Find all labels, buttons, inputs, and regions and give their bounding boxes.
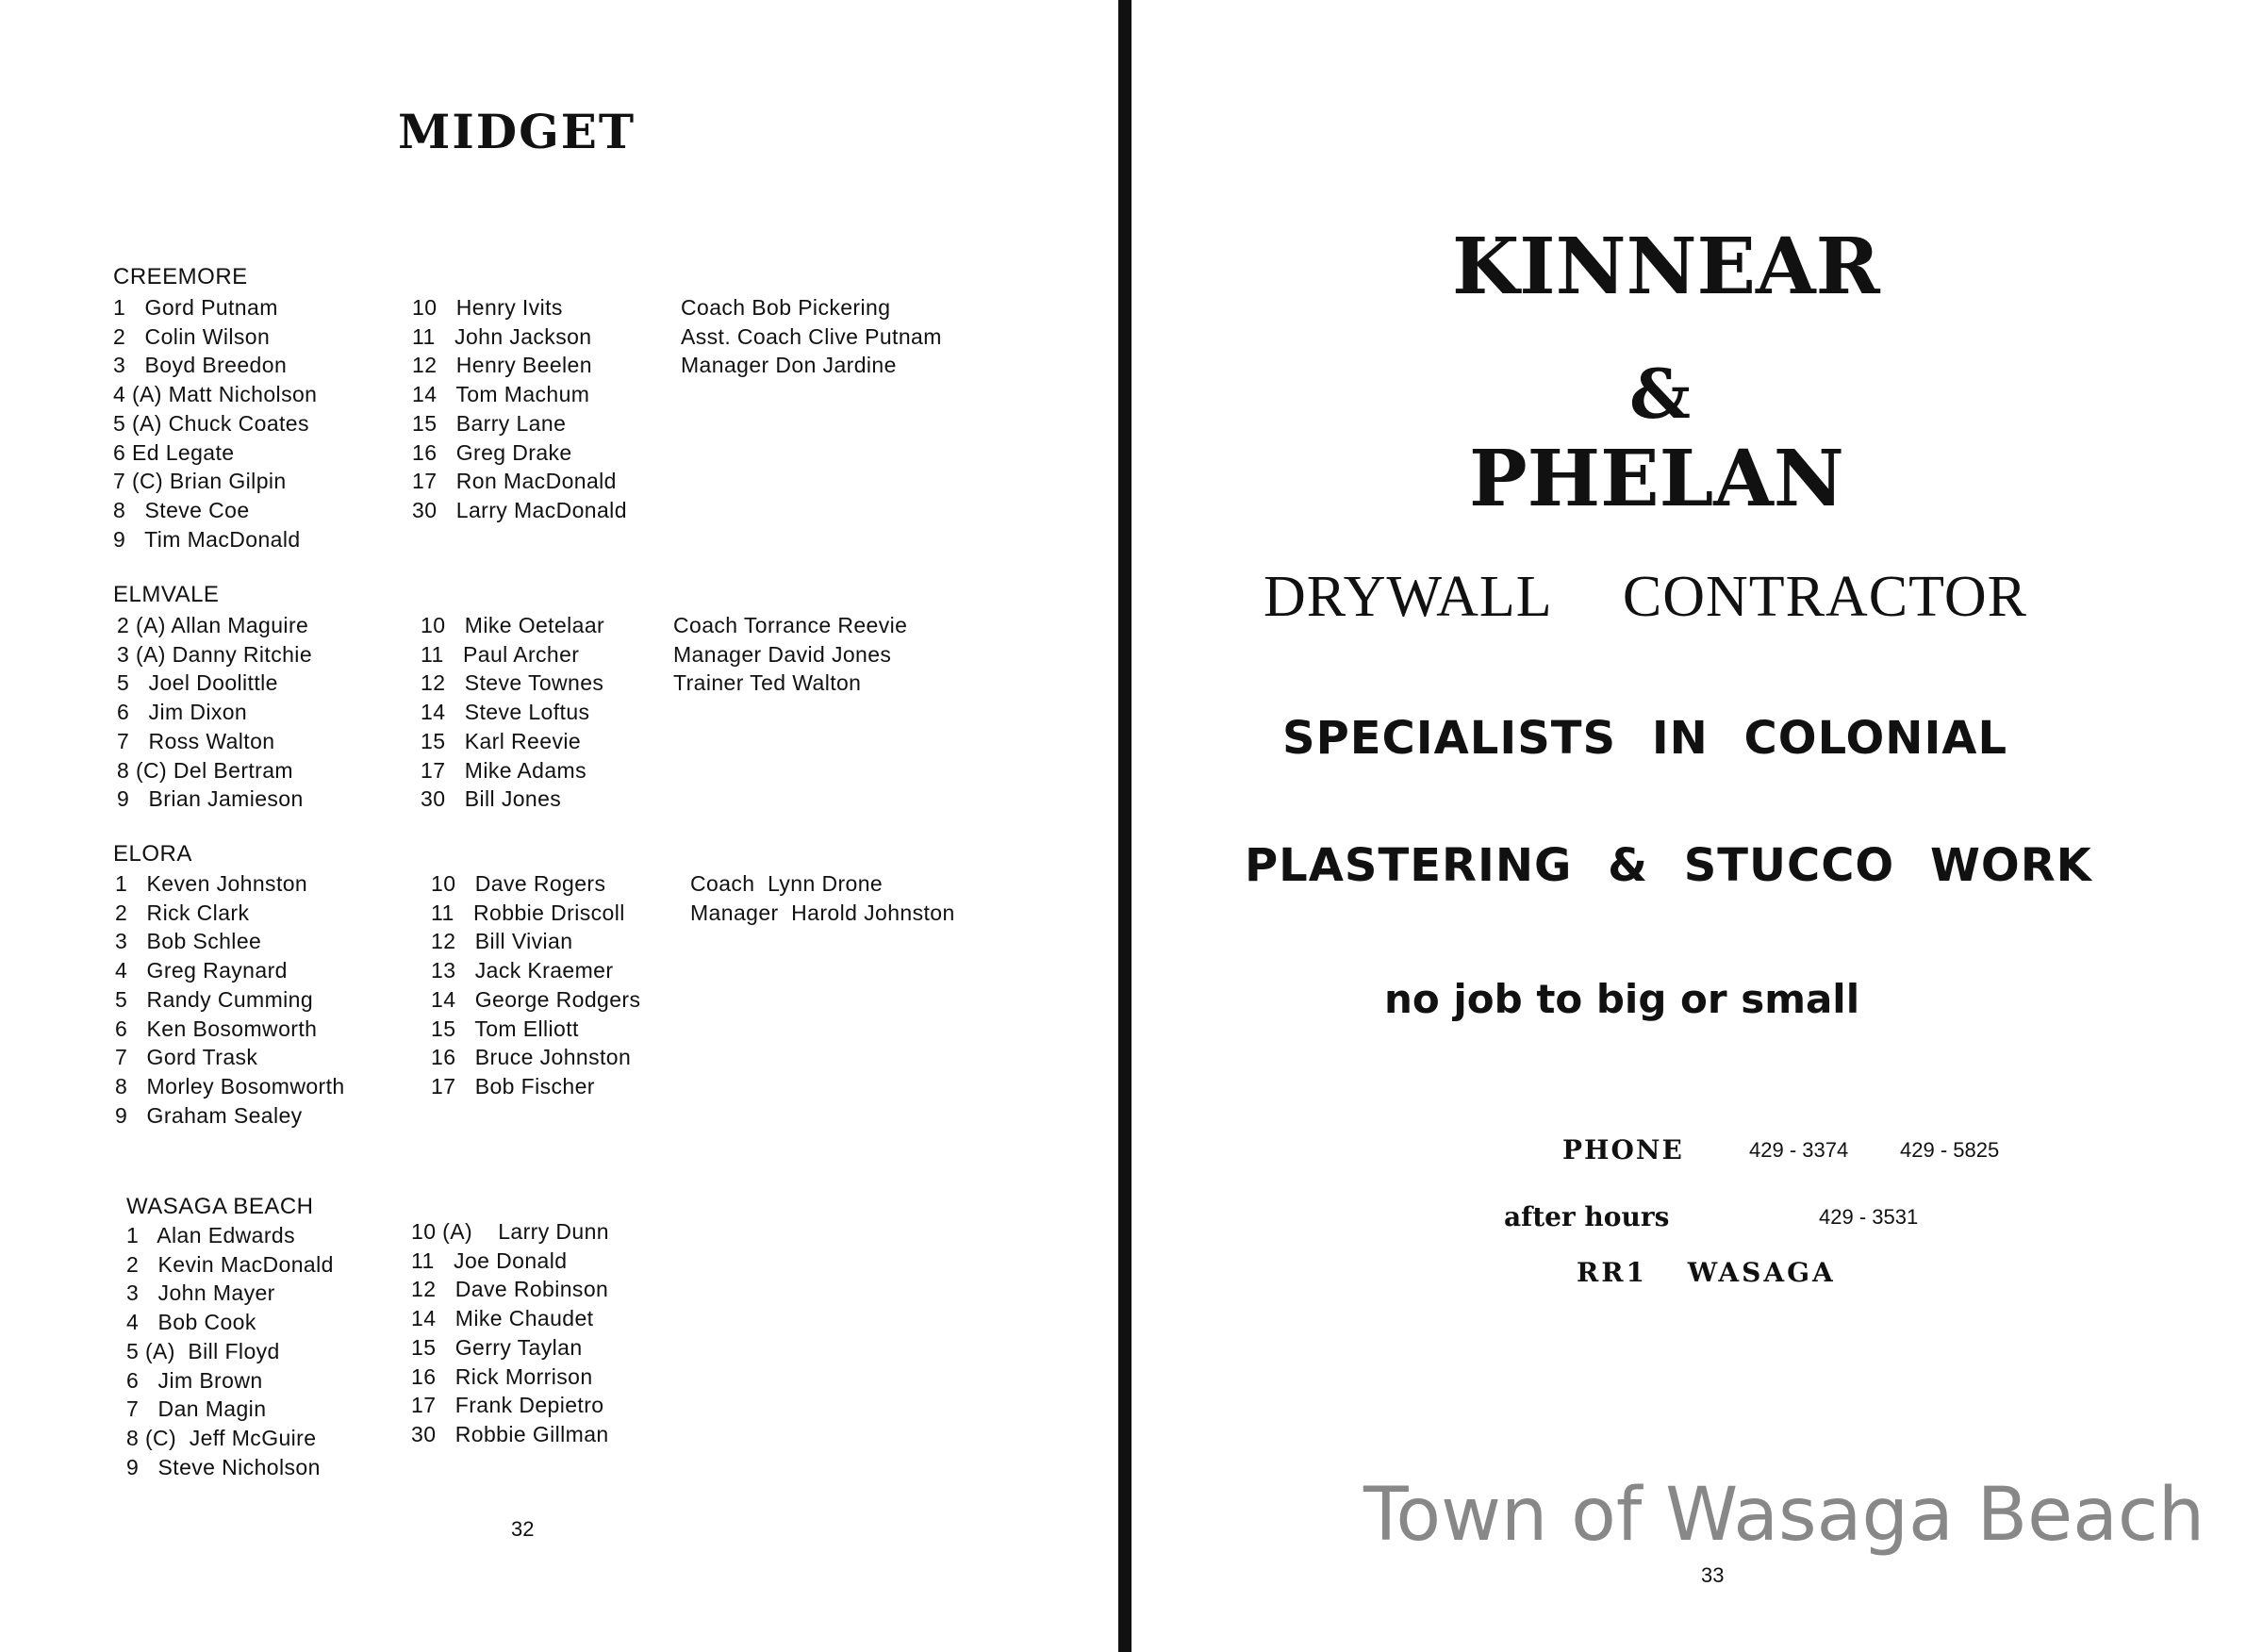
left-page (0, 0, 1118, 1652)
book-spine (1118, 0, 1132, 1652)
ad-phone-number: 429 - 5825 (1900, 1138, 2000, 1162)
player-row: 3 Boyd Breedon (113, 353, 288, 378)
page-title: MIDGET (398, 104, 636, 159)
page-number: 32 (511, 1517, 535, 1541)
player-row: 14 Steve Loftus (421, 700, 590, 725)
ad-after-hours-phone: 429 - 3531 (1819, 1205, 1919, 1229)
player-row: 1 Alan Edwards (126, 1223, 296, 1247)
player-row: 3 (A) Danny Ritchie (117, 641, 313, 667)
roster-column (117, 611, 312, 814)
player-row: 8 (C) Jeff McGuire (126, 1425, 317, 1450)
player-row: 12 Henry Beelen (412, 353, 592, 378)
player-row: 6 Jim Brown (126, 1367, 263, 1393)
player-row: 10 Dave Rogers (431, 871, 606, 896)
team-name-wasaga-beach: WASAGA BEACH (126, 1194, 314, 1219)
player-row: 14 George Rodgers (431, 986, 641, 1012)
ad-ampersand: & (1629, 354, 1692, 434)
player-row: 11 Robbie Driscoll (431, 900, 625, 925)
player-row: 2 Colin Wilson (113, 323, 271, 349)
player-row: 1 Keven Johnston (115, 871, 308, 896)
ad-phone-label: PHONE (1562, 1134, 1684, 1165)
staff-column (673, 611, 907, 698)
roster-column (126, 1221, 334, 1481)
player-row: 10 Mike Oetelaar (421, 613, 605, 637)
player-row: 8 (C) Del Bertram (117, 757, 293, 783)
player-row: 14 Mike Chaudet (411, 1306, 594, 1331)
player-row: 11 Joe Donald (411, 1247, 568, 1273)
player-row: 7 Gord Trask (115, 1045, 258, 1070)
ad-company-name-phelan: PHELAN (1469, 434, 1844, 524)
player-row: 11 John Jackson (412, 323, 592, 349)
player-row: 15 Barry Lane (412, 410, 567, 436)
team-name-elora: ELORA (113, 841, 192, 867)
player-row: 15 Tom Elliott (431, 1016, 579, 1041)
staff-row: Manager Harold Johnston (690, 900, 955, 925)
ad-trade: DRYWALL CONTRACTOR (1264, 565, 2027, 629)
staff-row: Coach Lynn Drone (690, 871, 884, 896)
right-page (1132, 0, 2263, 1652)
player-row: 10 (A) Larry Dunn (411, 1219, 609, 1244)
roster-column (113, 293, 317, 553)
staff-row: Trainer Ted Walton (673, 670, 862, 696)
player-row: 17 Frank Depietro (411, 1393, 604, 1418)
staff-row: Manager David Jones (673, 641, 892, 667)
player-row: 5 (A) Chuck Coates (113, 410, 309, 436)
player-row: 2 Kevin MacDonald (126, 1251, 334, 1277)
ad-address: RR1 WASAGA (1577, 1257, 1836, 1288)
player-row: 14 Tom Machum (412, 382, 590, 407)
player-row: 12 Dave Robinson (411, 1277, 609, 1302)
player-row: 30 Bill Jones (421, 786, 562, 812)
roster-column (431, 869, 640, 1101)
roster-column (115, 869, 345, 1130)
ad-after-hours-label: after hours (1504, 1201, 1670, 1232)
player-row: 12 Steve Townes (421, 670, 604, 696)
player-row: 5 Joel Doolittle (117, 670, 278, 696)
player-row: 4 Bob Cook (126, 1310, 256, 1335)
player-row: 5 Randy Cumming (115, 986, 314, 1012)
ad-specialty-line: SPECIALISTS IN COLONIAL (1282, 712, 2008, 765)
staff-column (681, 293, 942, 380)
staff-column (690, 869, 955, 927)
player-row: 5 (A) Bill Floyd (126, 1338, 280, 1363)
player-row: 9 Graham Sealey (115, 1102, 303, 1128)
ad-phone-number: 429 - 3374 (1749, 1138, 1849, 1162)
ad-company-name-kinnear: KINNEAR (1452, 222, 1880, 312)
player-row: 8 Steve Coe (113, 497, 250, 522)
player-row: 4 Greg Raynard (115, 958, 288, 983)
player-row: 17 Bob Fischer (431, 1073, 595, 1099)
player-row: 8 Morley Bosomworth (115, 1073, 345, 1099)
player-row: 17 Mike Adams (421, 757, 587, 783)
staff-row: Asst. Coach Clive Putnam (681, 323, 942, 349)
player-row: 7 Dan Magin (126, 1396, 267, 1422)
player-row: 9 Steve Nicholson (126, 1454, 321, 1479)
player-row: 16 Greg Drake (412, 439, 572, 465)
player-row: 30 Larry MacDonald (412, 497, 627, 522)
staff-row: Coach Bob Pickering (681, 295, 891, 320)
player-row: 7 Ross Walton (117, 728, 275, 753)
roster-column (411, 1217, 609, 1449)
player-row: 13 Jack Kraemer (431, 958, 614, 983)
ad-slogan: no job to big or small (1384, 976, 1860, 1022)
staff-row: Manager Don Jardine (681, 353, 897, 378)
player-row: 9 Brian Jamieson (117, 786, 304, 812)
player-row: 16 Bruce Johnston (431, 1045, 632, 1070)
player-row: 16 Rick Morrison (411, 1363, 593, 1389)
team-name-creemore: CREEMORE (113, 264, 248, 289)
staff-row: Coach Torrance Reevie (673, 613, 908, 637)
player-row: 7 (C) Brian Gilpin (113, 469, 287, 494)
team-name-elmvale: ELMVALE (113, 582, 220, 607)
player-row: 2 (A) Allan Maguire (117, 613, 309, 637)
player-row: 6 Ed Legate (113, 439, 235, 465)
player-row: 9 Tim MacDonald (113, 526, 301, 552)
player-row: 4 (A) Matt Nicholson (113, 382, 318, 407)
watermark: Town of Wasaga Beach (1363, 1473, 2205, 1558)
roster-column (421, 611, 604, 814)
player-row: 1 Gord Putnam (113, 295, 278, 320)
player-row: 30 Robbie Gillman (411, 1421, 609, 1446)
player-row: 10 Henry Ivits (412, 295, 563, 320)
roster-column (412, 293, 627, 525)
player-row: 17 Ron MacDonald (412, 469, 617, 494)
player-row: 3 John Mayer (126, 1280, 275, 1306)
player-row: 15 Karl Reevie (421, 728, 582, 753)
ad-specialty-line: PLASTERING & STUCCO WORK (1245, 839, 2092, 892)
player-row: 15 Gerry Taylan (411, 1334, 583, 1360)
player-row: 11 Paul Archer (421, 641, 580, 667)
player-row: 6 Jim Dixon (117, 700, 248, 725)
player-row: 3 Bob Schlee (115, 929, 262, 954)
player-row: 12 Bill Vivian (431, 929, 573, 954)
player-row: 6 Ken Bosomworth (115, 1016, 318, 1041)
player-row: 2 Rick Clark (115, 900, 250, 925)
page-number: 33 (1701, 1563, 1725, 1587)
